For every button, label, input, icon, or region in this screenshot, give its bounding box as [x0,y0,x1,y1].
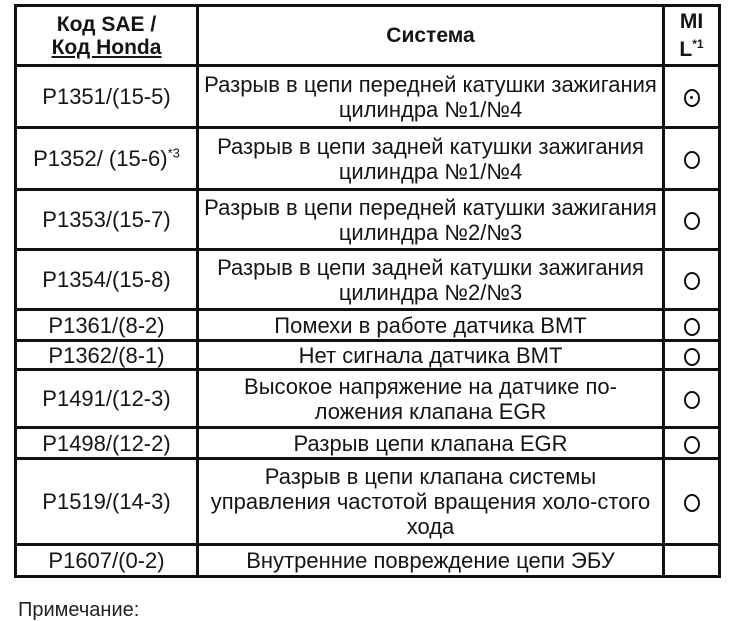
table-row [16,128,720,190]
dtc-code: P1353/(15-7) [42,207,171,232]
header-mil-line1: MI [679,10,704,33]
dtc-code-footnote: *3 [167,145,180,161]
table-row [16,428,720,459]
table-row [16,66,720,128]
mil-cell [664,190,720,250]
system-description: Помехи в работе датчика ВМТ [198,310,664,341]
dtc-code: P1362/(8-1) [48,342,165,368]
header-code-line2: Код Honda [51,35,162,59]
system-description: Разрыв в цепи задней катушки зажигания цилиндра №1/№4 [198,128,664,190]
mil-indicator-icon [684,348,700,366]
mil-cell [664,370,720,428]
dtc-table [14,4,721,578]
header-system: Система [198,6,664,66]
dtc-code-cell [16,310,198,341]
mil-cell [664,341,720,370]
system-description: Разрыв в цепи передней катушки зажигания цилиндра №1/№4 [198,66,664,128]
system-description: Внутренние повреждение цепи ЭБУ [198,545,664,577]
mil-indicator-icon [684,436,700,454]
mil-indicator-icon [684,494,700,512]
dtc-code: P1607/(0-2) [48,548,165,573]
mil-cell [664,310,720,341]
header-code-line1: Код SAE / [56,12,157,36]
dtc-code-cell [16,428,198,459]
system-description: Разрыв в цепи задней катушки зажигания цилиндра №2/№3 [198,250,664,310]
mil-cell [664,545,720,577]
table-row [16,250,720,310]
header-mil [664,6,720,66]
table-row [16,341,720,370]
mil-cell [664,66,720,128]
dtc-code-cell [16,370,198,428]
mil-indicator-icon [684,151,700,169]
table-header-row [16,6,720,66]
mil-indicator-icon [684,318,700,336]
dtc-code: P1351/(15-5) [42,84,171,109]
dtc-code: P1354/(15-8) [42,267,171,292]
system-description: Высокое напряжение на датчике по-ложения клапана EGR [198,370,664,428]
dtc-code: P1361/(8-2) [48,312,165,338]
table-row [16,310,720,341]
dtc-code-cell [16,459,198,545]
table-row [16,370,720,428]
table-row [16,459,720,545]
mil-indicator-icon [684,272,700,290]
dtc-code-cell [16,66,198,128]
mil-indicator-icon [684,391,700,409]
footer-note-label: Примечание: [18,599,140,621]
mil-cell [664,459,720,545]
dtc-code: P1498/(12-2) [42,430,171,456]
system-description: Разрыв в цепи клапана системы управления частотой вращения холо-стого хода [198,459,664,545]
table-row [16,545,720,577]
dtc-code: P1352/ (15-6) [33,146,168,171]
mil-indicator-icon [684,212,700,230]
header-mil-note: *1 [692,37,704,51]
mil-cell [664,428,720,459]
dtc-code: P1519/(14-3) [42,489,171,514]
system-description: Нет сигнала датчика ВМТ [198,341,664,370]
mil-indicator-icon [684,89,700,107]
dtc-code-cell [16,250,198,310]
header-mil-letter: L [679,38,693,61]
dtc-code: P1491/(12-3) [42,386,171,411]
dtc-code-cell [16,128,198,190]
mil-cell [664,250,720,310]
dtc-code-cell [16,190,198,250]
mil-cell [664,128,720,190]
table-row [16,190,720,250]
header-code [16,6,198,66]
dtc-code-cell [16,545,198,577]
dtc-code-cell [16,341,198,370]
header-mil-line2 [669,33,714,61]
system-description: Разрыв цепи клапана EGR [198,428,664,459]
system-description: Разрыв в цепи передней катушки зажигания цилиндра №2/№3 [198,190,664,250]
